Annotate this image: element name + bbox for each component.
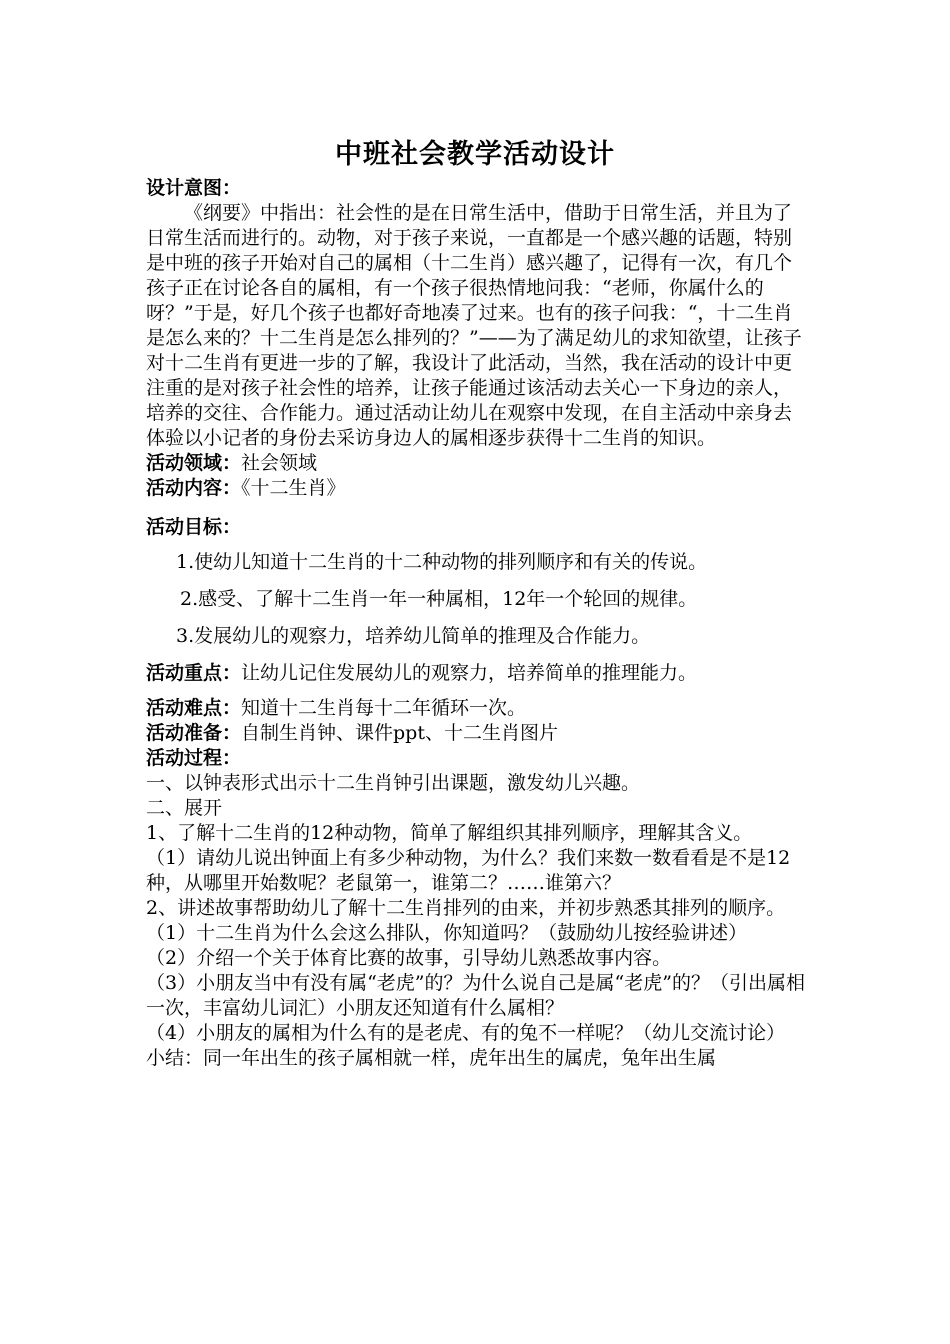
activity-focus-line	[146, 661, 810, 686]
process-step: 二、展开	[146, 797, 223, 819]
goal-item: 1.使幼儿知道十二生肖的十二种动物的排列顺序和有关的传说。	[176, 551, 708, 573]
activity-preparation-label: 活动准备：	[146, 722, 242, 744]
activity-process-heading: 活动过程：	[146, 747, 242, 769]
activity-content-label: 活动内容：	[146, 477, 242, 499]
activity-difficulty-value: 知道十二生肖每十二年循环一次。	[241, 697, 527, 719]
process-summary: 小结：同一年出生的孩子属相就一样，虎年出生的属虎，兔年出生属	[146, 1047, 717, 1069]
process-step: 一、以钟表形式出示十二生肖钟引出课题，激发幼儿兴趣。	[146, 772, 641, 794]
activity-domain-line	[146, 451, 810, 476]
process-step: （3）小朋友当中有没有属“老虎”的？为什么说自己是属“老虎”的？（引出属相一次，丰富幼儿词汇）小朋友还知道有什么属相？	[146, 972, 805, 1019]
activity-content-value: 《十二生肖》	[241, 477, 346, 499]
process-step: 2、讲述故事帮助幼儿了解十二生肖排列的由来，并初步熟悉其排列的顺序。	[146, 897, 786, 919]
activity-focus-label: 活动重点：	[146, 662, 242, 684]
activity-difficulty-line	[146, 696, 810, 721]
process-step: （1）请幼儿说出钟面上有多少种动物，为什么？我们来数一数看看是不是12种，从哪里开始数呢？老鼠第一，谁第二？……谁第六？	[146, 847, 791, 894]
design-intent-paragraph: 《纲要》中指出：社会性的是在日常生活中，借助于日常生活，并且为了日常生活而进行的。动物，对于孩子来说，一直都是一个感兴趣的话题，特别是中班的孩子开始对自己的属相（十二生肖）感兴趣了，记得有一次，有几个孩子正在讨论各自的属相，有一个孩子很热情地问我：“老师，你属什么的呀？”于是，好几个孩子也都好奇地凑了过来。也有的孩子问我：“，十二生肖是怎么来的？十二生肖是怎么排列的？”——为了满足幼儿的求知欲望，让孩子对十二生肖有更进一步的了解，我设计了此活动，当然，我在活动的设计中更注重的是对孩子社会性的培养，让孩子能通过该活动去关心一下身边的亲人，培养的交往、合作能力。通过活动让幼儿在观察中发现，在自主活动中亲身去体验以小记者的身份去采访身边人的属相逐步获得十二生肖的知识。	[146, 202, 802, 449]
process-step: （1）十二生肖为什么会这么排队，你知道吗？（鼓励幼儿按经验讲述）	[146, 922, 748, 944]
activity-focus-value: 让幼儿记住发展幼儿的观察力，培养简单的推理能力。	[241, 662, 698, 684]
document-body	[146, 176, 810, 1071]
activity-goals-heading: 活动目标：	[146, 516, 242, 538]
activity-content-line	[146, 476, 810, 501]
document-title: 中班社会教学活动设计	[335, 139, 615, 170]
activity-preparation-value: 自制生肖钟、课件ppt、十二生肖图片	[241, 722, 558, 744]
goal-item: 2.感受、了解十二生肖一年一种属相，12年一个轮回的规律。	[180, 588, 698, 610]
process-step: （2）介绍一个关于体育比赛的故事，引导幼儿熟悉故事内容。	[146, 947, 672, 969]
activity-preparation-line	[146, 721, 810, 746]
design-intent-heading: 设计意图：	[146, 177, 242, 199]
goal-item: 3.发展幼儿的观察力，培养幼儿简单的推理及合作能力。	[176, 625, 651, 647]
activity-domain-value: 社会领域	[241, 452, 318, 474]
process-step: 1、了解十二生肖的12种动物，简单了解组织其排列顺序，理解其含义。	[146, 822, 753, 844]
activity-difficulty-label: 活动难点：	[146, 697, 242, 719]
process-step: （4）小朋友的属相为什么有的是老虎、有的兔不一样呢？（幼儿交流讨论）	[146, 1022, 786, 1044]
activity-domain-label: 活动领域：	[146, 452, 242, 474]
